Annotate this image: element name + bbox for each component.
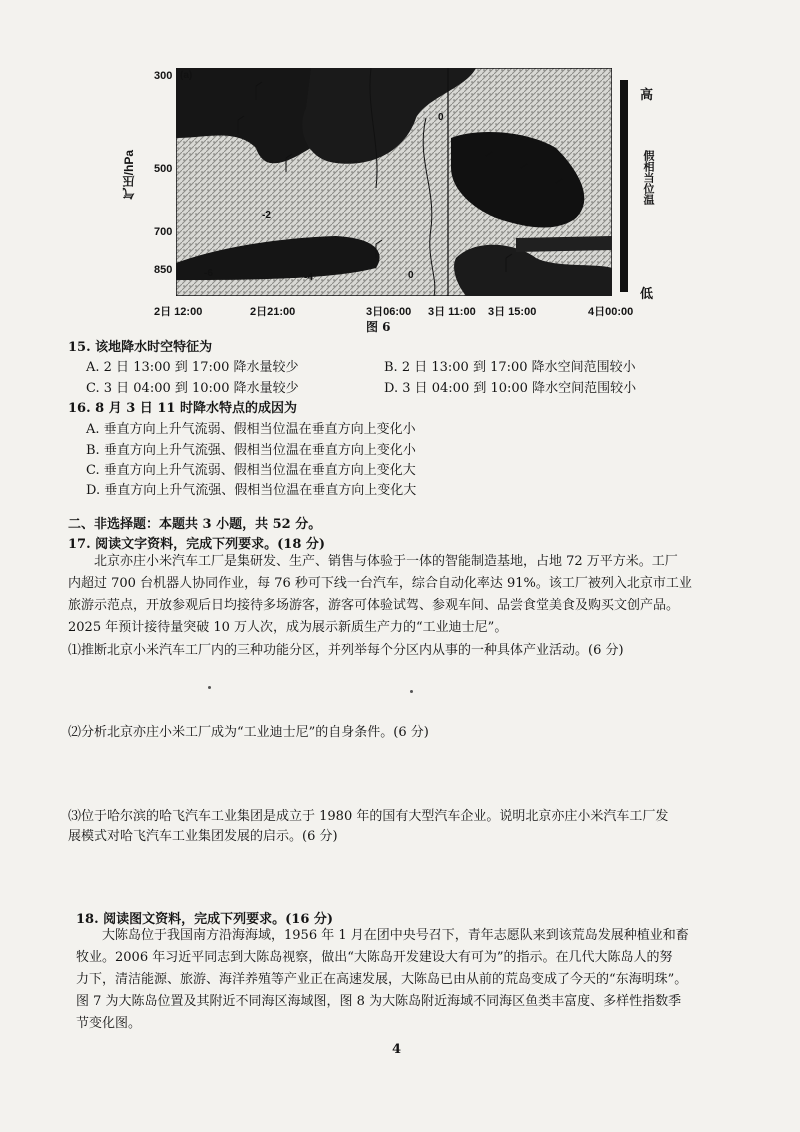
scale-low-label: 低	[640, 287, 654, 302]
y-tick-700: 700	[154, 226, 173, 238]
question-18-stem: 18. 阅读图文资料，完成下列要求。(16 分)	[76, 912, 334, 927]
q16-option-a[interactable]: A. 垂直方向上升气流弱、假相当位温在垂直方向上变化小	[86, 422, 416, 437]
contour-label: -2	[262, 210, 271, 221]
answer-space-mark	[410, 690, 413, 693]
answer-space-mark	[208, 686, 211, 689]
q15-option-a[interactable]: A. 2 日 13:00 到 17:00 降水量较少	[86, 360, 299, 375]
q15-option-b[interactable]: B. 2 日 13:00 到 17:00 降水空间范围较小	[384, 360, 636, 375]
q17-paragraph	[68, 551, 728, 639]
q18-line: 节变化图。	[76, 1016, 142, 1031]
x-tick: 2日 12:00	[154, 306, 203, 318]
scale-high-label: 高	[640, 88, 654, 103]
y-tick-850: 850	[154, 264, 173, 276]
x-tick: 3日06:00	[366, 306, 412, 318]
q17-subquestion-3a: ⑶位于哈尔滨的哈飞汽车工业集团是成立于 1980 年的国有大型汽车企业。说明北京亦庄小米汽车工厂发	[68, 809, 669, 824]
q18-paragraph	[76, 925, 736, 1035]
color-scale-bar	[620, 80, 628, 292]
contour-label: -6	[204, 268, 213, 279]
panel-label: (a)	[180, 70, 193, 81]
q17-subquestion-2: ⑵分析北京亦庄小米工厂成为“工业迪士尼”的自身条件。(6 分)	[68, 725, 429, 740]
x-tick: 2日21:00	[250, 306, 296, 318]
contour-label: -4	[304, 272, 313, 283]
figure-caption: 图 6	[366, 320, 391, 334]
x-tick: 3日 15:00	[488, 306, 537, 318]
question-16-stem: 16. 8 月 3 日 11 时降水特点的成因为	[68, 401, 297, 416]
page-number: 4	[392, 1042, 402, 1057]
y-tick-500: 500	[154, 163, 173, 175]
q17-subquestion-1: ⑴推断北京小米汽车工厂内的三种功能分区，并列举每个分区内从事的一种具体产业活动。(6 分)	[68, 643, 624, 658]
q17-line: 内超过 700 台机器人协同作业，每 76 秒可下线一台汽车，综合自动化率达 91%。该工厂被列入北京市工业	[68, 576, 692, 591]
scale-title: 假相当位温	[642, 150, 655, 205]
q17-subquestion-3b: 展模式对哈飞汽车工业集团发展的启示。(6 分)	[68, 829, 338, 844]
question-15-stem: 15. 该地降水时空特征为	[68, 340, 213, 355]
q16-option-c[interactable]: C. 垂直方向上升气流弱、假相当位温在垂直方向上变化大	[86, 463, 416, 478]
section-2-heading: 二、非选择题：本题共 3 小题，共 52 分。	[68, 517, 322, 532]
question-17-stem: 17. 阅读文字资料，完成下列要求。(18 分)	[68, 537, 326, 552]
q18-line: 牧业。2006 年习近平同志到大陈岛视察，做出“大陈岛开发建设大有可为”的指示。在几代大陈岛人的努	[76, 950, 673, 965]
q17-line: 北京亦庄小米汽车工厂是集研发、生产、销售与体验于一体的智能制造基地，占地 72 万平方米。工厂	[94, 554, 678, 569]
q15-option-c[interactable]: C. 3 日 04:00 到 10:00 降水量较少	[86, 381, 299, 396]
y-axis-title: 气压/hPa	[122, 150, 136, 200]
y-tick-300: 300	[154, 70, 173, 82]
cross-section-figure	[176, 68, 612, 296]
x-tick: 4日00:00	[588, 306, 634, 318]
q18-line: 大陈岛位于我国南方沿海海域，1956 年 1 月在团中央号召下，青年志愿队来到该荒岛发展种植业和畜	[102, 928, 689, 943]
contour-label: 0	[438, 112, 444, 123]
q18-line: 力下，清洁能源、旅游、海洋养殖等产业正在高速发展，大陈岛已由从前的荒岛变成了今天的“东海明珠”。	[76, 972, 688, 987]
q18-line: 图 7 为大陈岛位置及其附近不同海区海域图，图 8 为大陈岛附近海域不同海区鱼类丰富度、多样性指数季	[76, 994, 682, 1009]
q16-option-b[interactable]: B. 垂直方向上升气流强、假相当位温在垂直方向上变化小	[86, 443, 416, 458]
q16-option-d[interactable]: D. 垂直方向上升气流强、假相当位温在垂直方向上变化大	[86, 483, 417, 498]
q17-line: 旅游示范点，开放参观后日均接待多场游客，游客可体验试驾、参观车间、品尝食堂美食及购买文创产品。	[68, 598, 680, 613]
x-tick: 3日 11:00	[428, 306, 476, 318]
dark-band-right	[516, 236, 612, 252]
q15-option-d[interactable]: D. 3 日 04:00 到 10:00 降水空间范围较小	[384, 381, 637, 396]
contour-label: 0	[408, 270, 414, 281]
q17-line: 2025 年预计接待量突破 10 万人次，成为展示新质生产力的“工业迪士尼”。	[68, 620, 508, 635]
